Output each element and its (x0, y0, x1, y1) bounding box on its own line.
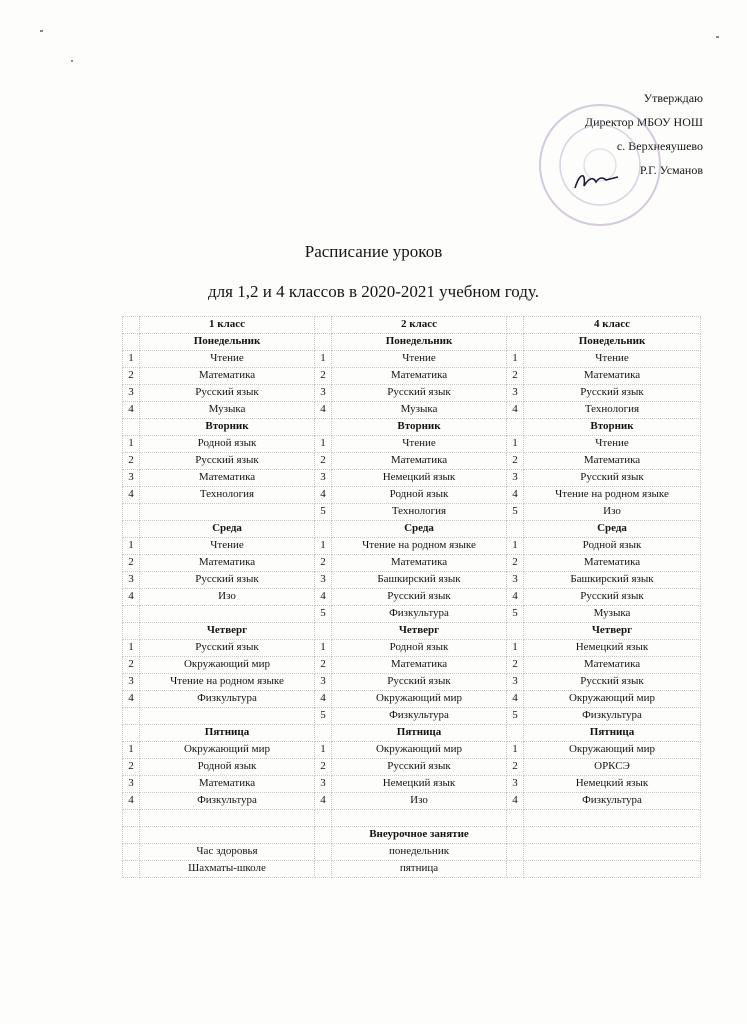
lesson-number: 2 (507, 759, 524, 776)
lesson-number: 3 (507, 470, 524, 487)
official-stamp (537, 102, 663, 228)
lesson-subject: Математика (332, 657, 507, 674)
lesson-number: 4 (123, 691, 140, 708)
lesson-subject: Математика (332, 453, 507, 470)
lesson-number: 2 (315, 555, 332, 572)
lesson-number: 2 (123, 657, 140, 674)
lesson-number: 1 (507, 742, 524, 759)
lesson-number: 5 (315, 708, 332, 725)
lesson-subject: Немецкий язык (524, 776, 701, 793)
extracurricular-day: понедельник (332, 844, 507, 861)
lesson-subject: Математика (524, 453, 701, 470)
lesson-number: 3 (507, 572, 524, 589)
lesson-subject: Изо (524, 504, 701, 521)
lesson-number: 1 (315, 640, 332, 657)
lesson-subject: Родной язык (332, 640, 507, 657)
lesson-subject: Русский язык (140, 453, 315, 470)
lesson-subject: Физкультура (332, 606, 507, 623)
empty-cell (315, 861, 332, 878)
lesson-number: 1 (123, 436, 140, 453)
lesson-subject: Родной язык (524, 538, 701, 555)
lesson-subject: Родной язык (140, 759, 315, 776)
lesson-subject: Русский язык (332, 674, 507, 691)
lesson-number: 2 (315, 453, 332, 470)
empty-cell (507, 623, 524, 640)
lesson-number: 2 (123, 759, 140, 776)
schedule-table (122, 316, 701, 878)
empty-cell (507, 861, 524, 878)
scan-speck (716, 36, 719, 38)
lesson-number: 3 (123, 776, 140, 793)
lesson-row (123, 657, 701, 674)
lesson-row (123, 538, 701, 555)
lesson-subject: Физкультура (140, 793, 315, 810)
approval-position: Директор МБОУ НОШ (584, 115, 703, 129)
lesson-number: 2 (507, 453, 524, 470)
day-header-row (123, 521, 701, 538)
lesson-number: 5 (315, 504, 332, 521)
empty-cell (123, 861, 140, 878)
lesson-number: 2 (315, 759, 332, 776)
lesson-number: 1 (315, 742, 332, 759)
lesson-row (123, 589, 701, 606)
day-name: Четверг (332, 623, 507, 640)
scan-speck (40, 30, 43, 32)
lesson-subject: Физкультура (332, 708, 507, 725)
lesson-row (123, 368, 701, 385)
lesson-subject: Родной язык (140, 436, 315, 453)
lesson-subject: Музыка (332, 402, 507, 419)
empty-cell (524, 861, 701, 878)
lesson-subject: Чтение (524, 436, 701, 453)
lesson-number: 4 (507, 589, 524, 606)
lesson-number: 2 (123, 368, 140, 385)
lesson-subject: Русский язык (140, 572, 315, 589)
empty-cell (332, 810, 507, 827)
empty-cell (524, 827, 701, 844)
empty-cell (123, 827, 140, 844)
empty-cell (123, 521, 140, 538)
day-name: Вторник (524, 419, 701, 436)
lesson-row (123, 572, 701, 589)
empty-cell (140, 810, 315, 827)
class-header-row (123, 317, 701, 334)
lesson-subject: Чтение (524, 351, 701, 368)
lesson-row (123, 487, 701, 504)
lesson-number: 4 (507, 487, 524, 504)
lesson-number: 4 (315, 487, 332, 504)
lesson-subject: Русский язык (524, 674, 701, 691)
day-name: Вторник (332, 419, 507, 436)
empty-cell (507, 844, 524, 861)
lesson-number: 5 (507, 504, 524, 521)
empty-cell (315, 827, 332, 844)
lesson-subject: Родной язык (332, 487, 507, 504)
lesson-subject: Окружающий мир (332, 691, 507, 708)
empty-cell (315, 419, 332, 436)
lesson-subject: Окружающий мир (140, 657, 315, 674)
empty-cell (123, 844, 140, 861)
day-name: Понедельник (524, 334, 701, 351)
document-subtitle: для 1,2 и 4 классов в 2020-2021 учебном году. (208, 282, 539, 301)
lesson-subject: Музыка (140, 402, 315, 419)
extracurricular-activity: Шахматы-школе (140, 861, 315, 878)
lesson-row (123, 674, 701, 691)
lesson-number: 4 (507, 793, 524, 810)
empty-cell (507, 419, 524, 436)
extracurricular-row (123, 861, 701, 878)
lesson-number: 4 (123, 589, 140, 606)
lesson-number: 2 (507, 657, 524, 674)
lesson-row (123, 708, 701, 725)
lesson-subject: Математика (140, 555, 315, 572)
empty-cell (507, 810, 524, 827)
lesson-number: 4 (315, 691, 332, 708)
lesson-number: 1 (123, 742, 140, 759)
lesson-number: 3 (507, 674, 524, 691)
lesson-number: 4 (123, 793, 140, 810)
lesson-number: 3 (315, 470, 332, 487)
lesson-row (123, 640, 701, 657)
empty-cell (140, 827, 315, 844)
lesson-subject: Технология (332, 504, 507, 521)
lesson-subject: Немецкий язык (332, 470, 507, 487)
lesson-number: 3 (507, 776, 524, 793)
lesson-row (123, 742, 701, 759)
lesson-subject: Русский язык (524, 470, 701, 487)
spacer-row (123, 810, 701, 827)
empty-cell (507, 725, 524, 742)
lesson-number: 1 (315, 436, 332, 453)
lesson-number: 1 (315, 351, 332, 368)
lesson-number: 1 (123, 640, 140, 657)
lesson-subject: Чтение на родном языке (524, 487, 701, 504)
lesson-subject: Немецкий язык (332, 776, 507, 793)
day-header-row (123, 623, 701, 640)
empty-cell (524, 810, 701, 827)
lesson-number: 3 (123, 572, 140, 589)
lesson-subject: Русский язык (524, 589, 701, 606)
approval-village: с. Верхнеяушево (616, 139, 703, 153)
empty-cell (507, 827, 524, 844)
empty-cell (123, 810, 140, 827)
lesson-number: 3 (315, 572, 332, 589)
lesson-subject: Математика (524, 555, 701, 572)
lesson-row (123, 351, 701, 368)
lesson-number: 2 (123, 453, 140, 470)
lesson-row (123, 385, 701, 402)
approval-title: Утверждаю (643, 91, 703, 105)
lesson-number: 2 (123, 555, 140, 572)
day-name: Среда (332, 521, 507, 538)
lesson-number: 4 (315, 402, 332, 419)
lesson-row (123, 436, 701, 453)
lesson-subject: Русский язык (332, 589, 507, 606)
lesson-row (123, 606, 701, 623)
day-header-row (123, 419, 701, 436)
lesson-subject (140, 708, 315, 725)
lesson-subject: Окружающий мир (524, 691, 701, 708)
document-title: Расписание уроков (304, 242, 443, 261)
lesson-subject (140, 606, 315, 623)
lesson-number: 1 (507, 436, 524, 453)
lesson-number: 2 (507, 555, 524, 572)
lesson-subject: Башкирский язык (524, 572, 701, 589)
empty-cell (123, 623, 140, 640)
lesson-number: 5 (507, 606, 524, 623)
extracurricular-header: Внеурочное занятие (332, 827, 507, 844)
class-header-1: 1 класс (140, 317, 315, 334)
empty-cell (123, 725, 140, 742)
day-name: Понедельник (140, 334, 315, 351)
lesson-row (123, 691, 701, 708)
lesson-number (123, 504, 140, 521)
empty-cell (315, 334, 332, 351)
lesson-number: 4 (315, 793, 332, 810)
lesson-row (123, 776, 701, 793)
lesson-subject: Изо (332, 793, 507, 810)
lesson-subject: Окружающий мир (524, 742, 701, 759)
lesson-subject: Математика (332, 555, 507, 572)
lesson-subject: Физкультура (524, 708, 701, 725)
empty-cell (507, 334, 524, 351)
lesson-number: 1 (507, 538, 524, 555)
lesson-number: 3 (507, 385, 524, 402)
lesson-subject: Чтение (140, 351, 315, 368)
lesson-number (123, 708, 140, 725)
lesson-subject (140, 504, 315, 521)
lesson-subject: Окружающий мир (332, 742, 507, 759)
day-name: Понедельник (332, 334, 507, 351)
lesson-row (123, 470, 701, 487)
class-header-4: 4 класс (524, 317, 701, 334)
lesson-subject: Математика (140, 368, 315, 385)
lesson-subject: Технология (140, 487, 315, 504)
director-signature (572, 168, 622, 192)
lesson-subject: Русский язык (140, 640, 315, 657)
lesson-subject: Музыка (524, 606, 701, 623)
lesson-subject: Башкирский язык (332, 572, 507, 589)
lesson-subject: Изо (140, 589, 315, 606)
lesson-subject: Математика (140, 776, 315, 793)
lesson-number: 4 (507, 402, 524, 419)
lesson-number: 2 (315, 657, 332, 674)
lesson-number: 4 (123, 402, 140, 419)
lesson-subject: Физкультура (140, 691, 315, 708)
schedule-body (123, 317, 701, 878)
day-name: Четверг (524, 623, 701, 640)
day-name: Среда (524, 521, 701, 538)
class-header-2: 2 класс (332, 317, 507, 334)
empty-cell (315, 521, 332, 538)
approval-director-name: Р.Г. Усманов (639, 163, 703, 177)
lesson-row (123, 555, 701, 572)
lesson-number: 2 (507, 368, 524, 385)
lesson-number: 4 (315, 589, 332, 606)
lesson-subject: Русский язык (332, 385, 507, 402)
lesson-subject: Чтение (140, 538, 315, 555)
lesson-number: 4 (507, 691, 524, 708)
empty-cell (315, 844, 332, 861)
lesson-subject: Чтение (332, 351, 507, 368)
scan-speck (71, 60, 73, 62)
lesson-subject: Математика (524, 657, 701, 674)
lesson-subject: Чтение на родном языке (332, 538, 507, 555)
empty-cell (507, 521, 524, 538)
lesson-subject: Математика (524, 368, 701, 385)
day-name: Вторник (140, 419, 315, 436)
lesson-number: 3 (315, 385, 332, 402)
empty-cell (123, 419, 140, 436)
lesson-row (123, 504, 701, 521)
lesson-number: 1 (123, 538, 140, 555)
lesson-number: 5 (507, 708, 524, 725)
extracurricular-day: пятница (332, 861, 507, 878)
lesson-number: 3 (315, 674, 332, 691)
lesson-subject: Математика (332, 368, 507, 385)
empty-cell (123, 334, 140, 351)
lesson-number (123, 606, 140, 623)
lesson-subject: Русский язык (140, 385, 315, 402)
lesson-row (123, 793, 701, 810)
lesson-subject: Окружающий мир (140, 742, 315, 759)
extracurricular-row (123, 844, 701, 861)
empty-cell (315, 810, 332, 827)
lesson-number: 3 (315, 776, 332, 793)
lesson-subject: Математика (140, 470, 315, 487)
lesson-number: 1 (507, 640, 524, 657)
day-header-row (123, 334, 701, 351)
empty-cell (315, 725, 332, 742)
extracurricular-activity: Час здоровья (140, 844, 315, 861)
lesson-row (123, 402, 701, 419)
empty-cell (524, 844, 701, 861)
lesson-number: 1 (123, 351, 140, 368)
day-name: Среда (140, 521, 315, 538)
day-name: Четверг (140, 623, 315, 640)
lesson-subject: Технология (524, 402, 701, 419)
lesson-number: 3 (123, 385, 140, 402)
day-name: Пятница (524, 725, 701, 742)
day-name: Пятница (332, 725, 507, 742)
day-header-row (123, 725, 701, 742)
lesson-number: 5 (315, 606, 332, 623)
lesson-number: 1 (315, 538, 332, 555)
lesson-subject: Чтение на родном языке (140, 674, 315, 691)
lesson-number: 1 (507, 351, 524, 368)
lesson-subject: Физкультура (524, 793, 701, 810)
lesson-subject: Чтение (332, 436, 507, 453)
empty-cell (315, 623, 332, 640)
lesson-number: 3 (123, 470, 140, 487)
lesson-subject: Немецкий язык (524, 640, 701, 657)
day-name: Пятница (140, 725, 315, 742)
lesson-number: 2 (315, 368, 332, 385)
lesson-number: 4 (123, 487, 140, 504)
lesson-subject: Русский язык (524, 385, 701, 402)
lesson-row (123, 759, 701, 776)
lesson-row (123, 453, 701, 470)
lesson-subject: ОРКСЭ (524, 759, 701, 776)
lesson-subject: Русский язык (332, 759, 507, 776)
extracurricular-header-row (123, 827, 701, 844)
lesson-number: 3 (123, 674, 140, 691)
